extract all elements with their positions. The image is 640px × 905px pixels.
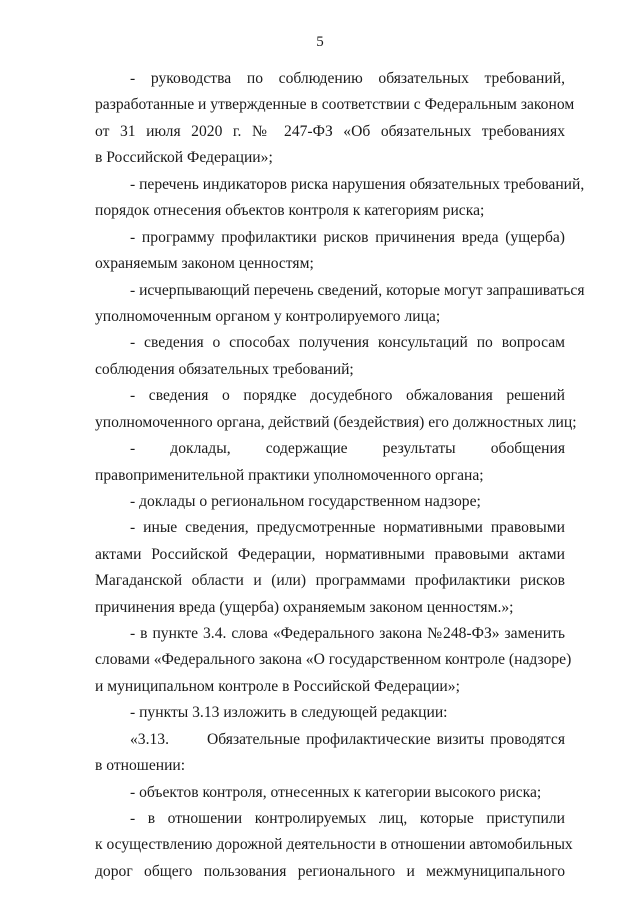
text-line: уполномоченного органа, действий (бездействия) его должностных лиц; <box>95 414 577 431</box>
text-line: правоприменительной практики уполномоченного органа; <box>95 467 484 484</box>
text-line: Магаданской области и (или) программами профилактики рисков <box>95 572 565 589</box>
text-line: причинения вреда (ущерба) охраняемым законом ценностям.»; <box>95 599 514 616</box>
text-line: уполномоченным органом у контролируемого лица; <box>95 308 441 325</box>
text-line: актами Российской Федерации, нормативными правовыми актами <box>95 546 565 563</box>
text-line: соблюдения обязательных требований; <box>95 361 354 378</box>
text-line: - доклады о региональном государственном надзоре; <box>130 493 481 510</box>
clause-text: Обязательные профилактические визиты проводятся <box>207 731 565 748</box>
text-line: - сведения о способах получения консультаций по вопросам <box>130 334 565 351</box>
page-number: 5 <box>316 34 324 50</box>
text-line: - в пункте 3.4. слова «Федерального закона №248-ФЗ» заменить <box>130 625 565 642</box>
clause-number: «3.13. <box>130 731 169 748</box>
text-line: и муниципальном контроле в Российской Федерации»; <box>95 678 460 695</box>
text-line: в Российской Федерации»; <box>95 149 273 166</box>
text-line: - пункты 3.13 изложить в следующей редакции: <box>130 704 448 721</box>
text-line: в отношении: <box>95 757 186 774</box>
text-line: порядок отнесения объектов контроля к категориям риска; <box>95 202 485 219</box>
text-line: - программу профилактики рисков причинения вреда (ущерба) <box>130 229 565 246</box>
text-line: словами «Федерального закона «О государственном контроле (надзоре) <box>95 651 572 668</box>
text-line: - иные сведения, предусмотренные нормативными правовыми <box>130 519 565 536</box>
text-line: - сведения о порядке досудебного обжалования решений <box>130 387 565 404</box>
text-line: к осуществлению дорожной деятельности в отношении автомобильных <box>95 836 573 853</box>
text-line: - руководства по соблюдению обязательных требований, <box>130 70 565 87</box>
text-line: - исчерпывающий перечень сведений, которые могут запрашиваться <box>130 282 585 299</box>
text-line: - в отношении контролируемых лиц, которые приступили <box>130 810 565 827</box>
text-line: - перечень индикаторов риска нарушения обязательных требований, <box>130 176 585 193</box>
text-line: от 31 июля 2020 г. № 247-ФЗ «Об обязательных требованиях <box>95 123 565 140</box>
text-line: разработанные и утвержденные в соответствии с Федеральным законом <box>95 96 575 113</box>
text-line: - объектов контроля, отнесенных к категории высокого риска; <box>130 784 542 801</box>
text-line: охраняемым законом ценностям; <box>95 255 314 272</box>
text-line: - доклады, содержащие результаты обобщения <box>130 440 565 457</box>
text-line: дорог общего пользования регионального и межмуниципального <box>95 863 565 880</box>
